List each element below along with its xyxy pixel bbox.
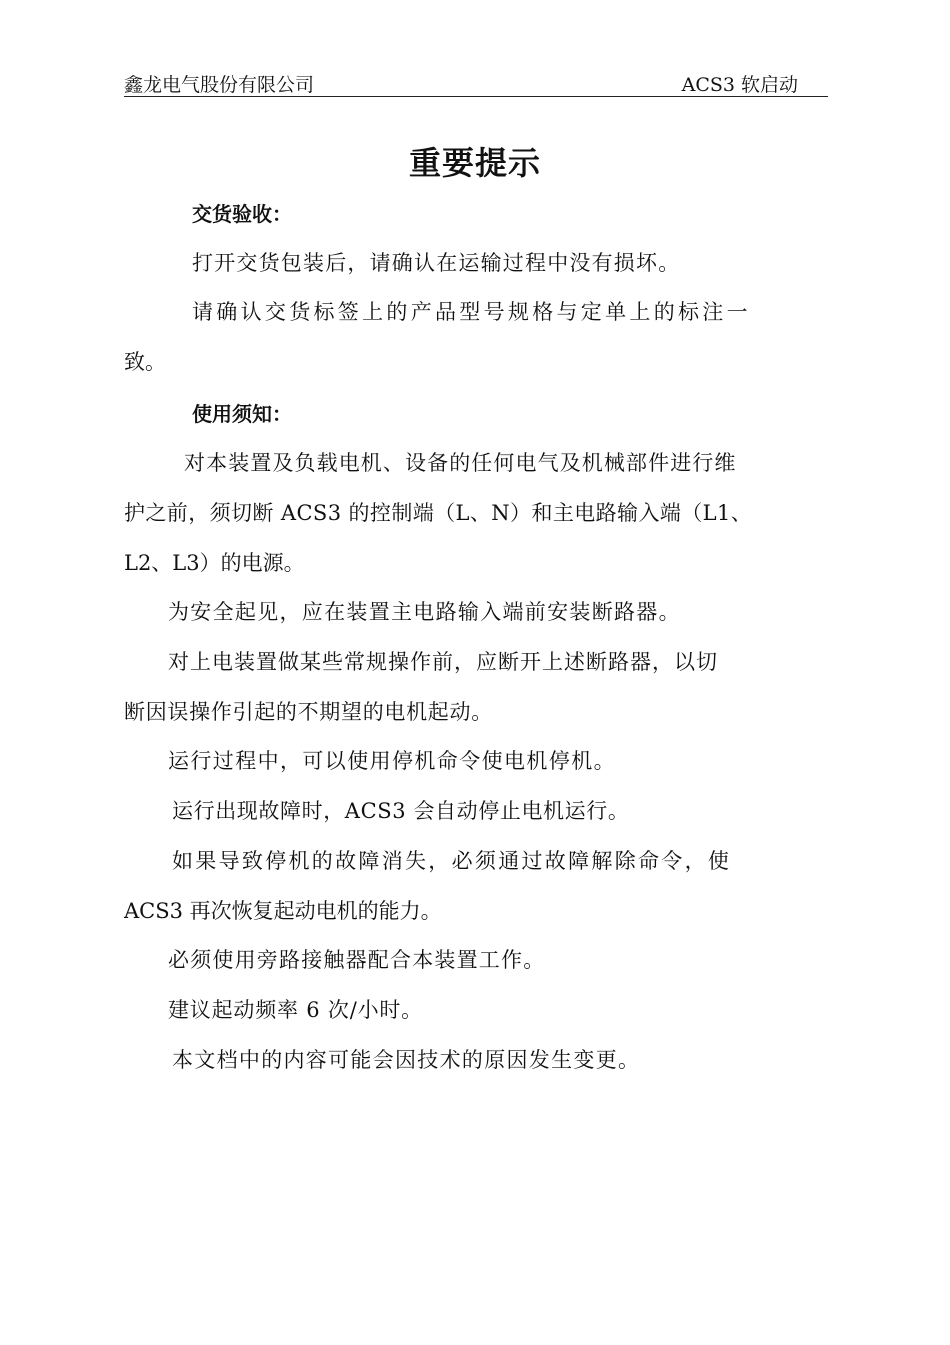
- usage-paragraph-8: 建议起动频率 6 次/小时。: [168, 998, 423, 1022]
- usage-paragraph-3-line-1: 对上电装置做某些常规操作前，应断开上述断路器，以切: [168, 650, 718, 674]
- product-name: ACS3 软启动: [681, 74, 798, 96]
- usage-paragraph-5: 运行出现故障时，ACS3 会自动停止电机运行。: [172, 799, 630, 823]
- delivery-paragraph-2-line-1: 请确认交货标签上的产品型号规格与定单上的标注一: [192, 300, 751, 324]
- company-name: 鑫龙电气股份有限公司: [124, 74, 315, 96]
- usage-paragraph-4: 运行过程中，可以使用停机命令使电机停机。: [168, 749, 616, 773]
- delivery-heading: 交货验收：: [192, 202, 292, 226]
- usage-paragraph-1-line-1: 对本装置及负载电机、设备的任何电气及机械部件进行维: [184, 451, 737, 475]
- delivery-paragraph-2-line-2: 致。: [124, 350, 166, 374]
- usage-paragraph-1-line-2: 护之前，须切断 ACS3 的控制端（L、N）和主电路输入端（L1、: [124, 501, 753, 525]
- usage-paragraph-6-line-1: 如果导致停机的故障消失，必须通过故障解除命令，使: [172, 849, 732, 873]
- usage-paragraph-3-line-2: 断因误操作引起的不期望的电机起动。: [124, 700, 493, 724]
- usage-paragraph-6-line-2: ACS3 再次恢复起动电机的能力。: [124, 899, 442, 923]
- delivery-paragraph-1: 打开交货包装后，请确认在运输过程中没有损坏。: [192, 251, 681, 275]
- usage-paragraph-1-line-3: L2、L3）的电源。: [124, 551, 305, 575]
- usage-paragraph-9: 本文档中的内容可能会因技术的原因发生变更。: [172, 1048, 641, 1072]
- page-title: 重要提示: [408, 144, 541, 182]
- page-header: [124, 66, 828, 97]
- usage-paragraph-7: 必须使用旁路接触器配合本装置工作。: [168, 948, 546, 972]
- usage-heading: 使用须知：: [192, 402, 292, 426]
- usage-paragraph-2: 为安全起见，应在装置主电路输入端前安装断路器。: [168, 600, 681, 624]
